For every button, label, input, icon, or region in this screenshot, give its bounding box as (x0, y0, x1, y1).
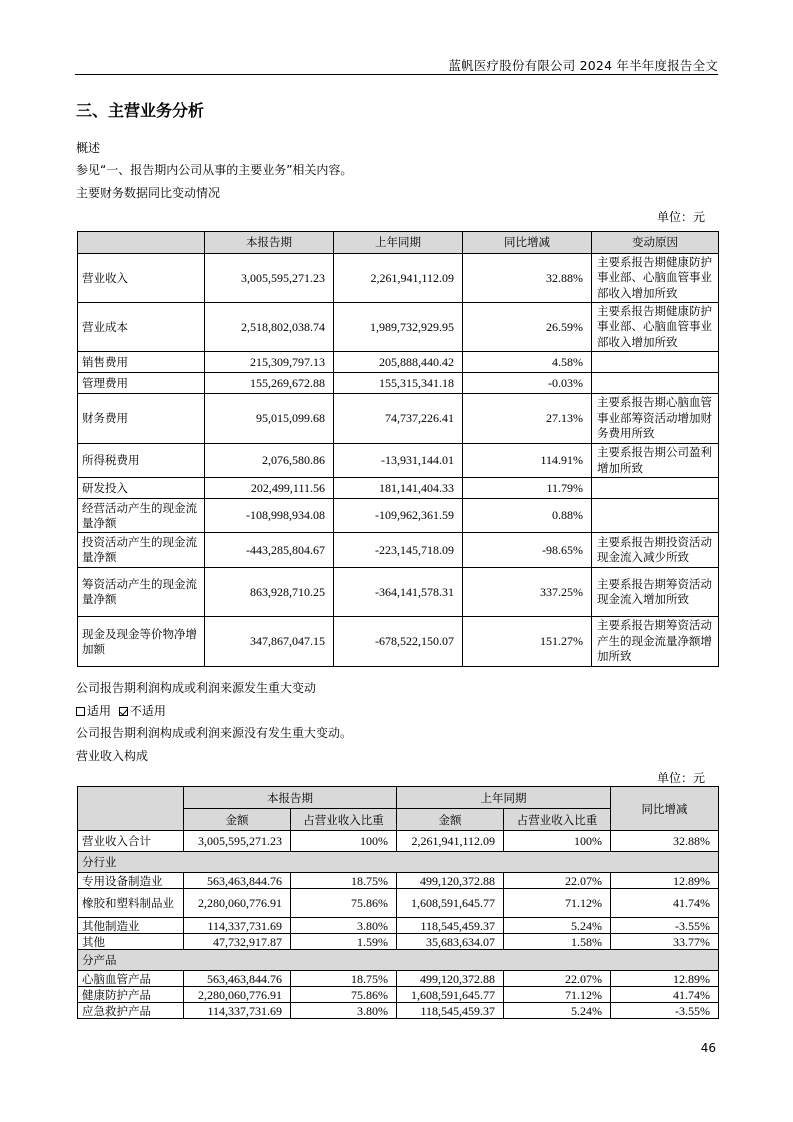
row-label: 销售费用 (78, 352, 205, 373)
row-label: 研发投入 (78, 478, 205, 499)
prior-ratio: 1.58% (504, 934, 611, 950)
header-cell-change: 同比增减 (611, 787, 719, 831)
current-amount: 563,463,844.76 (184, 971, 291, 987)
section-row-industry (78, 852, 719, 873)
header-cell-prior: 上年同期 (334, 232, 463, 254)
revenue-composition-label: 营业收入构成 (76, 749, 149, 763)
prior-value: 155,315,341.18 (334, 373, 463, 394)
change-value: 151.27% (463, 617, 592, 667)
change-value: -0.03% (463, 373, 592, 394)
change-reason: 主要系报告期投资活动现金流入减少所致 (592, 533, 719, 568)
change-reason (592, 352, 719, 373)
prior-value: 2,261,941,112.09 (334, 254, 463, 303)
prior-amount: 2,261,941,112.09 (397, 831, 504, 852)
row-label: 心脑血管产品 (78, 971, 184, 987)
section-label: 分行业 (78, 852, 719, 873)
header-cell-prior-ratio: 占营业收入比重 (504, 809, 611, 831)
prior-value: 205,888,440.42 (334, 352, 463, 373)
current-amount: 114,337,731.69 (184, 1003, 291, 1019)
prior-ratio: 100% (504, 831, 611, 852)
prior-value: -364,141,578.31 (334, 568, 463, 617)
change-reason (592, 373, 719, 394)
change-value: 0.88% (463, 499, 592, 533)
prior-value: 74,737,226.41 (334, 394, 463, 444)
current-ratio: 18.75% (291, 873, 397, 889)
change-reason: 主要系报告期筹资活动现金流入增加所致 (592, 568, 719, 617)
prior-ratio: 22.07% (504, 873, 611, 889)
revenue-composition-table (77, 786, 719, 1019)
row-label: 经营活动产生的现金流量净额 (78, 499, 205, 533)
current-ratio: 3.80% (291, 918, 397, 934)
current-ratio: 18.75% (291, 971, 397, 987)
table-header-row (78, 232, 719, 254)
change-value: 33.77% (611, 934, 719, 950)
financial-data-table (77, 231, 719, 667)
current-amount: 563,463,844.76 (184, 873, 291, 889)
table-row (78, 444, 719, 478)
prior-ratio: 71.12% (504, 987, 611, 1003)
current-amount: 3,005,595,271.23 (184, 831, 291, 852)
change-reason: 主要系报告期健康防护事业部、心脑血管事业部收入增加所致 (592, 303, 719, 352)
page-number: 46 (700, 1041, 716, 1055)
header-group-current: 本报告期 (184, 787, 397, 809)
change-value: 12.89% (611, 971, 719, 987)
header-cell-reason: 变动原因 (592, 232, 719, 254)
change-reason: 主要系报告期公司盈利增加所致 (592, 444, 719, 478)
current-value: 3,005,595,271.23 (205, 254, 334, 303)
prior-value: 1,989,732,929.95 (334, 303, 463, 352)
prior-amount: 118,545,459.37 (397, 1003, 504, 1019)
header-cell-current-amount: 金额 (184, 809, 291, 831)
row-label: 橡胶和塑料制品业 (78, 889, 184, 918)
table-row (78, 617, 719, 667)
header-cell-item (78, 232, 205, 254)
table-row (78, 478, 719, 499)
applicability-options (76, 702, 166, 719)
change-value: -98.65% (463, 533, 592, 568)
change-value: 41.74% (611, 987, 719, 1003)
table-row (78, 394, 719, 444)
row-label: 健康防护产品 (78, 987, 184, 1003)
change-value: 337.25% (463, 568, 592, 617)
row-label: 营业成本 (78, 303, 205, 352)
current-value: -108,998,934.08 (205, 499, 334, 533)
finance-data-label: 主要财务数据同比变动情况 (76, 186, 221, 200)
prior-amount: 499,120,372.88 (397, 873, 504, 889)
prior-value: -109,962,361.59 (334, 499, 463, 533)
table-row (78, 568, 719, 617)
applicable-checkbox[interactable] (76, 707, 85, 716)
prior-ratio: 5.24% (504, 918, 611, 934)
prior-amount: 118,545,459.37 (397, 918, 504, 934)
profit-change-label: 公司报告期利润构成或利润来源发生重大变动 (76, 681, 317, 695)
not-applicable-checkbox[interactable] (119, 707, 128, 716)
current-ratio: 3.80% (291, 1003, 397, 1019)
change-value: 11.79% (463, 478, 592, 499)
row-label: 现金及现金等价物净增加额 (78, 617, 205, 667)
table-row (78, 352, 719, 373)
change-reason: 主要系报告期健康防护事业部、心脑血管事业部收入增加所致 (592, 254, 719, 303)
table-row (78, 873, 719, 889)
change-value: 4.58% (463, 352, 592, 373)
change-value: 32.88% (463, 254, 592, 303)
prior-amount: 1,608,591,645.77 (397, 889, 504, 918)
row-label: 投资活动产生的现金流量净额 (78, 533, 205, 568)
change-value: 114.91% (463, 444, 592, 478)
section-label: 分产品 (78, 950, 719, 971)
profit-no-change-text: 公司报告期利润构成或利润来源没有发生重大变动。 (76, 726, 353, 740)
table-row (78, 971, 719, 987)
current-value: 2,076,580.86 (205, 444, 334, 478)
header-group-prior: 上年同期 (397, 787, 611, 809)
table-row (78, 934, 719, 950)
current-amount: 47,732,917.87 (184, 934, 291, 950)
change-reason: 主要系报告期筹资活动产生的现金流量净额增加所致 (592, 617, 719, 667)
header-cell-current-ratio: 占营业收入比重 (291, 809, 397, 831)
change-value: -3.55% (611, 1003, 719, 1019)
prior-amount: 499,120,372.88 (397, 971, 504, 987)
prior-ratio: 22.07% (504, 971, 611, 987)
current-value: 95,015,099.68 (205, 394, 334, 444)
row-label: 筹资活动产生的现金流量净额 (78, 568, 205, 617)
current-amount: 114,337,731.69 (184, 918, 291, 934)
prior-amount: 35,683,634.07 (397, 934, 504, 950)
row-label: 管理费用 (78, 373, 205, 394)
change-reason (592, 499, 719, 533)
table-row (78, 889, 719, 918)
prior-value: 181,141,404.33 (334, 478, 463, 499)
row-label: 应急救护产品 (78, 1003, 184, 1019)
table-row (78, 499, 719, 533)
table-row (78, 1003, 719, 1019)
row-label: 营业收入合计 (78, 831, 184, 852)
change-value: -3.55% (611, 918, 719, 934)
section-row-product (78, 950, 719, 971)
section-title: 三、主营业务分析 (76, 101, 205, 120)
change-reason (592, 478, 719, 499)
row-label: 财务费用 (78, 394, 205, 444)
current-value: 863,928,710.25 (205, 568, 334, 617)
header-cell-item (78, 787, 184, 831)
prior-ratio: 71.12% (504, 889, 611, 918)
prior-amount: 1,608,591,645.77 (397, 987, 504, 1003)
header-rule (75, 74, 718, 75)
header-cell-prior-amount: 金额 (397, 809, 504, 831)
table-row (78, 987, 719, 1003)
current-amount: 2,280,060,776.91 (184, 987, 291, 1003)
table-row (78, 918, 719, 934)
prior-value: -13,931,144.01 (334, 444, 463, 478)
overview-label: 概述 (76, 141, 101, 155)
change-value: 32.88% (611, 831, 719, 852)
header-cell-change: 同比增减 (463, 232, 592, 254)
overview-reference: 参见“一、报告期内公司从事的主要业务”相关内容。 (76, 163, 353, 177)
total-row (78, 831, 719, 852)
current-value: -443,285,804.67 (205, 533, 334, 568)
row-label: 专用设备制造业 (78, 873, 184, 889)
current-value: 202,499,111.56 (205, 478, 334, 499)
table-row (78, 303, 719, 352)
table-row (78, 254, 719, 303)
change-value: 27.13% (463, 394, 592, 444)
row-label: 其他制造业 (78, 918, 184, 934)
prior-ratio: 5.24% (504, 1003, 611, 1019)
row-label: 其他 (78, 934, 184, 950)
report-header-title: 蓝帆医疗股份有限公司 2024 年半年度报告全文 (448, 58, 718, 73)
prior-value: -678,522,150.07 (334, 617, 463, 667)
row-label: 营业收入 (78, 254, 205, 303)
current-ratio: 1.59% (291, 934, 397, 950)
unit-label-2: 单位：元 (656, 771, 705, 785)
header-cell-current: 本报告期 (205, 232, 334, 254)
prior-value: -223,145,718.09 (334, 533, 463, 568)
change-value: 12.89% (611, 873, 719, 889)
current-value: 2,518,802,038.74 (205, 303, 334, 352)
change-value: 41.74% (611, 889, 719, 918)
current-ratio: 75.86% (291, 889, 397, 918)
unit-label-1: 单位：元 (656, 210, 705, 224)
change-reason: 主要系报告期心脑血管事业部筹资活动增加财务费用所致 (592, 394, 719, 444)
current-value: 347,867,047.15 (205, 617, 334, 667)
current-ratio: 75.86% (291, 987, 397, 1003)
current-value: 215,309,797.13 (205, 352, 334, 373)
current-amount: 2,280,060,776.91 (184, 889, 291, 918)
not-applicable-label: 不适用 (129, 704, 166, 718)
table-row (78, 533, 719, 568)
current-value: 155,269,672.88 (205, 373, 334, 394)
change-value: 26.59% (463, 303, 592, 352)
applicable-label: 适用 (87, 704, 112, 718)
row-label: 所得税费用 (78, 444, 205, 478)
current-ratio: 100% (291, 831, 397, 852)
table-header-row (78, 787, 719, 809)
table-row (78, 373, 719, 394)
